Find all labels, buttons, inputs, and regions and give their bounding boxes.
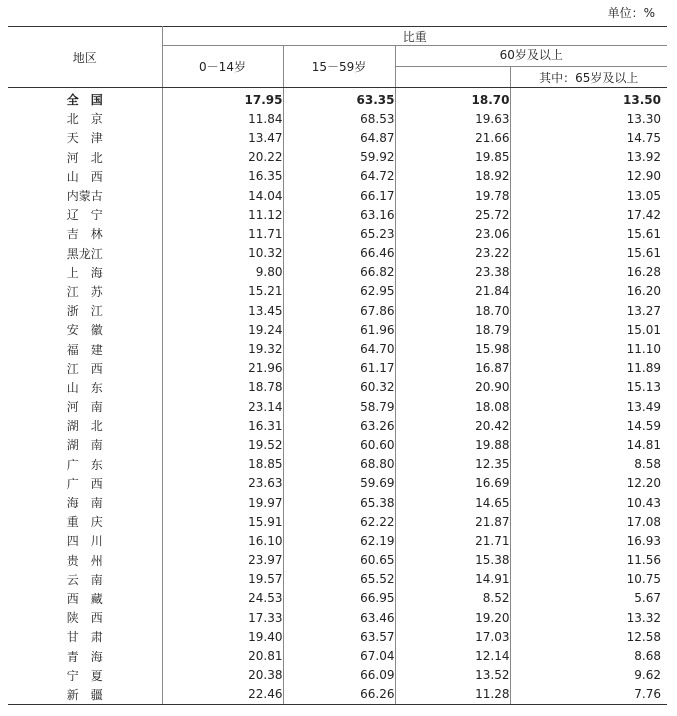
value-0-14-cell: 14.04: [162, 186, 283, 205]
table-row: [8, 205, 667, 224]
value-60-plus-cell: 19.63: [395, 109, 510, 128]
region-cell: 吉 林: [8, 224, 162, 243]
value-0-14-cell: 17.33: [162, 608, 283, 627]
value-65-plus-cell: 13.49: [626, 399, 662, 414]
value-60-plus-cell: 15.98: [395, 339, 510, 358]
value-60-plus-cell: 20.90: [395, 378, 510, 397]
value-65-plus-cell: 10.43: [626, 495, 662, 510]
table-row: [8, 301, 667, 320]
value-60-plus-cell: 23.22: [395, 244, 510, 263]
value-60-plus-cell: 19.20: [395, 608, 510, 627]
region-cell: 北 京: [8, 109, 162, 128]
region-cell: 贵 州: [8, 551, 162, 570]
region-cell: 辽 宁: [8, 205, 162, 224]
value-0-14-cell: 10.32: [162, 244, 283, 263]
value-60-plus-cell: 12.35: [395, 455, 510, 474]
region-cell: 湖 北: [8, 416, 162, 435]
region-cell: 广 东: [8, 455, 162, 474]
table-row: [8, 359, 667, 378]
value-15-59-cell: 68.53: [283, 109, 395, 128]
table-row: [8, 627, 667, 646]
value-60-plus-cell: 18.08: [395, 397, 510, 416]
value-65-plus-cell: 11.56: [626, 553, 662, 568]
region-cell: 山 东: [8, 378, 162, 397]
value-0-14-cell: 19.24: [162, 320, 283, 339]
table-row: [8, 244, 667, 263]
region-cell: 陕 西: [8, 608, 162, 627]
region-cell: 河 南: [8, 397, 162, 416]
unit-label: 单位：%: [607, 6, 655, 20]
value-60-plus-cell: 18.92: [395, 167, 510, 186]
table-row: [8, 531, 667, 550]
value-0-14-cell: 19.40: [162, 627, 283, 646]
value-65-plus-cell: 15.13: [626, 380, 662, 395]
value-0-14-cell: 19.52: [162, 435, 283, 454]
value-60-plus-cell: 16.69: [395, 474, 510, 493]
value-0-14-cell: 11.84: [162, 109, 283, 128]
region-cell: 安 徽: [8, 320, 162, 339]
region-cell: 四 川: [8, 531, 162, 550]
value-60-plus-cell: 18.79: [395, 320, 510, 339]
value-65-plus-cell: 13.92: [626, 150, 662, 165]
header-60-spacer: [395, 67, 510, 88]
region-cell: 西 藏: [8, 589, 162, 608]
value-15-59-cell: 59.92: [283, 148, 395, 167]
value-60-plus-cell: 25.72: [395, 205, 510, 224]
value-0-14-cell: 17.95: [162, 88, 283, 110]
value-60-plus-cell: 18.70: [395, 301, 510, 320]
value-65-plus-cell: 13.32: [626, 610, 662, 625]
table-row: [8, 263, 667, 282]
value-60-plus-cell: 17.03: [395, 627, 510, 646]
table-row: [8, 646, 667, 665]
value-15-59-cell: 63.46: [283, 608, 395, 627]
value-0-14-cell: 24.53: [162, 589, 283, 608]
value-15-59-cell: 60.65: [283, 551, 395, 570]
value-65-plus-cell: 17.08: [626, 514, 662, 529]
value-0-14-cell: 23.63: [162, 474, 283, 493]
value-15-59-cell: 66.17: [283, 186, 395, 205]
table-row: [8, 608, 667, 627]
table-row: [8, 493, 667, 512]
region-cell: 上 海: [8, 263, 162, 282]
value-15-59-cell: 64.72: [283, 167, 395, 186]
table-row: [8, 320, 667, 339]
region-cell: 天 津: [8, 128, 162, 147]
value-15-59-cell: 66.95: [283, 589, 395, 608]
value-0-14-cell: 16.35: [162, 167, 283, 186]
value-0-14-cell: 20.22: [162, 148, 283, 167]
region-cell: 甘 肃: [8, 627, 162, 646]
table-row: [8, 435, 667, 454]
table-row: [8, 224, 667, 243]
table-row: [8, 474, 667, 493]
value-0-14-cell: 19.57: [162, 570, 283, 589]
region-cell: 海 南: [8, 493, 162, 512]
value-60-plus-cell: 21.66: [395, 128, 510, 147]
value-65-plus-cell: 11.89: [626, 361, 662, 376]
value-65-plus-cell: 8.68: [634, 649, 662, 664]
value-0-14-cell: 23.14: [162, 397, 283, 416]
value-65-plus-cell: 15.01: [626, 322, 662, 337]
value-15-59-cell: 61.17: [283, 359, 395, 378]
value-65-plus-cell: 15.61: [626, 226, 662, 241]
value-0-14-cell: 20.81: [162, 646, 283, 665]
value-15-59-cell: 63.16: [283, 205, 395, 224]
region-cell: 青 海: [8, 646, 162, 665]
value-65-plus-cell: 12.20: [626, 476, 662, 491]
header-share-group: 比重: [162, 27, 667, 46]
value-60-plus-cell: 15.38: [395, 551, 510, 570]
value-60-plus-cell: 23.38: [395, 263, 510, 282]
value-15-59-cell: 64.87: [283, 128, 395, 147]
value-65-plus-cell: 9.62: [634, 668, 662, 683]
region-cell: 广 西: [8, 474, 162, 493]
table-row: [8, 455, 667, 474]
table-row: [8, 148, 667, 167]
value-15-59-cell: 65.23: [283, 224, 395, 243]
region-cell: 山 西: [8, 167, 162, 186]
value-65-plus-cell: 14.81: [626, 437, 662, 452]
value-60-plus-cell: 19.78: [395, 186, 510, 205]
value-15-59-cell: 66.46: [283, 244, 395, 263]
value-15-59-cell: 60.32: [283, 378, 395, 397]
value-0-14-cell: 13.45: [162, 301, 283, 320]
value-65-plus-cell: 17.42: [626, 207, 662, 222]
value-0-14-cell: 15.91: [162, 512, 283, 531]
region-cell: 云 南: [8, 570, 162, 589]
table-row: [8, 282, 667, 301]
value-60-plus-cell: 21.71: [395, 531, 510, 550]
value-60-plus-cell: 14.91: [395, 570, 510, 589]
value-15-59-cell: 67.86: [283, 301, 395, 320]
value-65-plus-cell: 16.28: [626, 265, 662, 280]
value-65-plus-cell: 12.58: [626, 629, 662, 644]
value-0-14-cell: 18.85: [162, 455, 283, 474]
value-60-plus-cell: 21.84: [395, 282, 510, 301]
value-15-59-cell: 61.96: [283, 320, 395, 339]
value-15-59-cell: 65.52: [283, 570, 395, 589]
header-age-0-14: 0－14岁: [162, 46, 283, 88]
value-0-14-cell: 20.38: [162, 666, 283, 685]
value-60-plus-cell: 14.65: [395, 493, 510, 512]
header-age-65-plus: 其中：65岁及以上: [510, 67, 667, 88]
value-15-59-cell: 58.79: [283, 397, 395, 416]
region-cell: 新 疆: [8, 685, 162, 705]
value-15-59-cell: 65.38: [283, 493, 395, 512]
value-60-plus-cell: 19.88: [395, 435, 510, 454]
region-cell: 全 国: [8, 88, 162, 110]
value-15-59-cell: 62.22: [283, 512, 395, 531]
table-row: [8, 685, 667, 705]
table-row: [8, 512, 667, 531]
value-15-59-cell: 66.09: [283, 666, 395, 685]
value-15-59-cell: 68.80: [283, 455, 395, 474]
value-15-59-cell: 67.04: [283, 646, 395, 665]
table-row: [8, 109, 667, 128]
table-row: [8, 416, 667, 435]
value-65-plus-cell: 14.75: [626, 130, 662, 145]
region-cell: 内蒙古: [8, 186, 162, 205]
value-0-14-cell: 16.31: [162, 416, 283, 435]
value-15-59-cell: 66.26: [283, 685, 395, 705]
value-65-plus-cell: 11.10: [626, 342, 662, 357]
value-0-14-cell: 21.96: [162, 359, 283, 378]
value-65-plus-cell: 10.75: [626, 572, 662, 587]
value-60-plus-cell: 18.70: [395, 88, 510, 110]
value-0-14-cell: 15.21: [162, 282, 283, 301]
region-cell: 黑龙江: [8, 244, 162, 263]
value-15-59-cell: 60.60: [283, 435, 395, 454]
region-cell: 湖 南: [8, 435, 162, 454]
region-cell: 重 庆: [8, 512, 162, 531]
table-row: [8, 551, 667, 570]
value-0-14-cell: 16.10: [162, 531, 283, 550]
value-65-plus-cell: 12.90: [626, 169, 662, 184]
value-0-14-cell: 19.97: [162, 493, 283, 512]
value-15-59-cell: 63.57: [283, 627, 395, 646]
table-row: [8, 378, 667, 397]
value-60-plus-cell: 11.28: [395, 685, 510, 705]
table-row: [8, 88, 667, 110]
value-0-14-cell: 19.32: [162, 339, 283, 358]
value-60-plus-cell: 19.85: [395, 148, 510, 167]
region-cell: 江 西: [8, 359, 162, 378]
value-15-59-cell: 62.19: [283, 531, 395, 550]
value-15-59-cell: 64.70: [283, 339, 395, 358]
region-cell: 河 北: [8, 148, 162, 167]
value-0-14-cell: 23.97: [162, 551, 283, 570]
value-65-plus-cell: 15.61: [626, 246, 662, 261]
value-0-14-cell: 22.46: [162, 685, 283, 705]
value-60-plus-cell: 13.52: [395, 666, 510, 685]
region-cell: 浙 江: [8, 301, 162, 320]
value-60-plus-cell: 8.52: [395, 589, 510, 608]
value-65-plus-cell: 8.58: [634, 457, 662, 472]
table-row: [8, 339, 667, 358]
value-65-plus-cell: 13.30: [626, 111, 662, 126]
header-age-15-59: 15－59岁: [283, 46, 395, 88]
value-65-plus-cell: 16.93: [626, 533, 662, 548]
value-0-14-cell: 11.12: [162, 205, 283, 224]
value-65-plus-cell: 16.20: [626, 284, 662, 299]
value-0-14-cell: 11.71: [162, 224, 283, 243]
table-row: [8, 397, 667, 416]
value-60-plus-cell: 21.87: [395, 512, 510, 531]
table-body: [8, 88, 667, 705]
value-0-14-cell: 18.78: [162, 378, 283, 397]
value-60-plus-cell: 16.87: [395, 359, 510, 378]
table-row: [8, 666, 667, 685]
table-row: [8, 167, 667, 186]
value-15-59-cell: 66.82: [283, 263, 395, 282]
region-cell: 宁 夏: [8, 666, 162, 685]
value-0-14-cell: 13.47: [162, 128, 283, 147]
value-15-59-cell: 59.69: [283, 474, 395, 493]
header-age-60-plus: 60岁及以上: [395, 46, 667, 67]
table-row: [8, 128, 667, 147]
value-65-plus-cell: 13.05: [626, 188, 662, 203]
region-cell: 江 苏: [8, 282, 162, 301]
table-row: [8, 589, 667, 608]
value-15-59-cell: 63.35: [283, 88, 395, 110]
table-row: [8, 570, 667, 589]
value-60-plus-cell: 12.14: [395, 646, 510, 665]
value-65-plus-cell: 14.59: [626, 418, 662, 433]
value-15-59-cell: 62.95: [283, 282, 395, 301]
population-share-table: [8, 26, 667, 705]
value-60-plus-cell: 20.42: [395, 416, 510, 435]
value-65-plus-cell: 13.27: [626, 303, 662, 318]
region-cell: 福 建: [8, 339, 162, 358]
header-region: 地区: [8, 27, 162, 88]
value-15-59-cell: 63.26: [283, 416, 395, 435]
value-65-plus-cell: 5.67: [634, 591, 662, 606]
value-60-plus-cell: 23.06: [395, 224, 510, 243]
value-65-plus-cell: 13.50: [623, 92, 662, 107]
value-0-14-cell: 9.80: [162, 263, 283, 282]
value-65-plus-cell: 7.76: [510, 685, 667, 705]
table-row: [8, 186, 667, 205]
